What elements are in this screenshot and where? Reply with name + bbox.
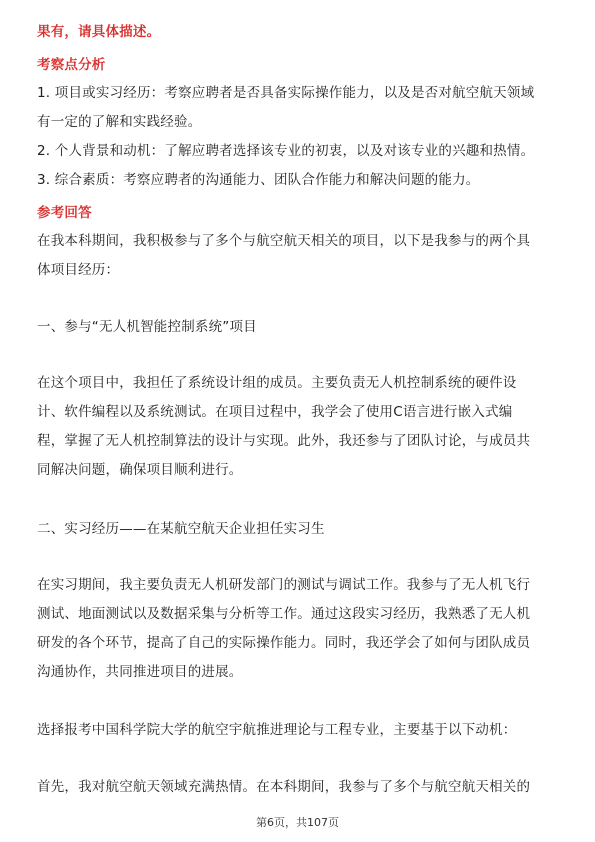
motivation-intro: 选择报考中国科学院大学的航空宇航推进理论与工程专业，主要基于以下动机： [37, 722, 517, 738]
section2-body-line: 沟通协作，共同推进项目的进展。 [37, 664, 243, 680]
section1-body-line: 同解决问题，确保项目顺利进行。 [37, 462, 243, 478]
section2-title: 二、实习经历——在某航空航天企业担任实习生 [37, 521, 325, 537]
answer-heading: 参考回答 [37, 205, 92, 221]
section2-body-line: 研发的各个环节，提高了自己的实际操作能力。同时，我还学会了如何与团队成员 [37, 635, 531, 651]
section1-body-line: 在这个项目中，我担任了系统设计组的成员。主要负责无人机控制系统的硬件设 [37, 375, 517, 391]
section1-body-line: 程，掌握了无人机控制算法的设计与实现。此外，我还参与了团队讨论，与成员共 [37, 433, 531, 449]
answer-intro-line: 在我本科期间，我积极参与了多个与航空航天相关的项目，以下是我参与的两个具 [37, 233, 531, 249]
section2-body-line: 在实习期间，我主要负责无人机研发部门的测试与调试工作。我参与了无人机飞行 [37, 577, 531, 593]
section1-body-line: 计、软件编程以及系统测试。在项目过程中，我学会了使用C语言进行嵌入式编 [37, 404, 513, 420]
analysis-item: 3. 综合素质：考察应聘者的沟通能力、团队合作能力和解决问题的能力。 [37, 172, 480, 188]
page-footer: 第6页，共107页 [256, 816, 339, 829]
answer-intro-line: 体项目经历： [37, 262, 120, 278]
analysis-item: 有一定的了解和实践经验。 [37, 114, 202, 130]
top-fragment: 果有，请具体描述。 [37, 24, 161, 40]
analysis-item: 1. 项目或实习经历：考察应聘者是否具备实际操作能力，以及是否对航空航天领域 [37, 85, 535, 101]
section2-body-line: 测试、地面测试以及数据采集与分析等工作。通过这段实习经历，我熟悉了无人机 [37, 606, 531, 622]
section1-title: 一、参与“无人机智能控制系统”项目 [37, 319, 257, 335]
analysis-item: 2. 个人背景和动机：了解应聘者选择该专业的初衷，以及对该专业的兴趣和热情。 [37, 143, 535, 159]
analysis-heading: 考察点分析 [37, 57, 106, 73]
motivation-first-line: 首先，我对航空航天领域充满热情。在本科期间，我参与了多个与航空航天相关的 [37, 779, 531, 795]
